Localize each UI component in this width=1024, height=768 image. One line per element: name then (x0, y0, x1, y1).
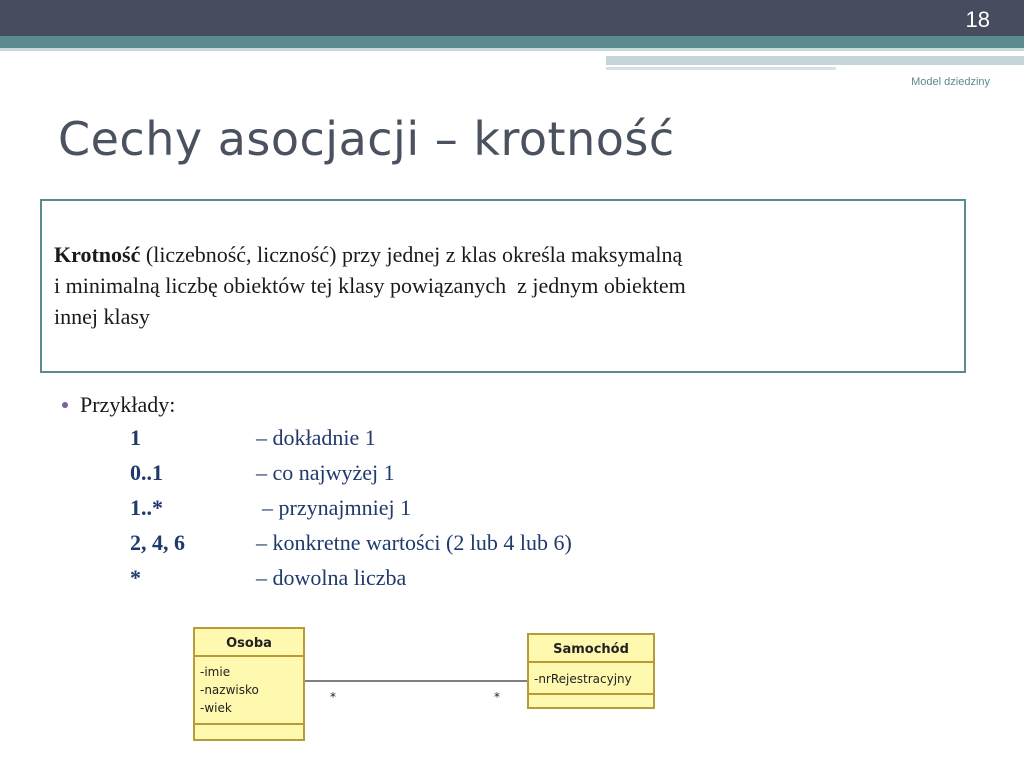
definition-box (40, 199, 966, 373)
definition-text-1: (liczebność, liczność) przy jednej z klas określa maksymalną (140, 242, 683, 267)
definition-line-1 (54, 239, 952, 270)
example-code: 1..* (130, 495, 163, 520)
top-bar (0, 0, 1024, 36)
bullet-examples (62, 392, 175, 418)
example-code: * (130, 565, 141, 590)
uml-class-diagram (190, 624, 670, 748)
class-samochod (528, 634, 654, 708)
bullet-label: Przykłady: (80, 392, 176, 417)
section-label: Model dziedziny (911, 76, 990, 88)
class-osoba-name: Osoba (226, 636, 272, 651)
definition-line-2: i minimalną liczbę obiektów tej klasy powiązanych z jednym obiektem (54, 273, 686, 298)
accent-band-right-thin (606, 67, 836, 70)
class-samochod-name: Samochód (553, 642, 629, 657)
example-description: – dokładnie 1 (256, 425, 376, 450)
example-row (130, 565, 830, 600)
example-description: – co najwyżej 1 (256, 460, 395, 485)
example-row (130, 495, 830, 530)
multiplicity-right: * (494, 690, 500, 704)
example-description: – przynajmniej 1 (262, 495, 412, 520)
class-osoba-attribute: -nazwisko (200, 683, 259, 697)
example-row (130, 425, 830, 460)
slide-title: Cechy asocjacji – krotność (58, 112, 675, 166)
accent-band-thin (0, 48, 1024, 51)
bullet-dot-icon (62, 402, 68, 408)
class-osoba-attribute: -wiek (200, 701, 232, 715)
definition-term: Krotność (54, 242, 141, 267)
accent-band (0, 36, 1024, 48)
multiplicity-left: * (330, 690, 336, 704)
example-row (130, 460, 830, 495)
example-code: 1 (130, 425, 141, 450)
examples-list (130, 425, 830, 600)
page-number: 18 (965, 7, 990, 32)
definition-line-3: innej klasy (54, 304, 150, 329)
example-code: 0..1 (130, 460, 163, 485)
accent-band-right (606, 56, 1024, 65)
example-description: – konkretne wartości (2 lub 4 lub 6) (256, 530, 572, 555)
example-description: – dowolna liczba (256, 565, 407, 590)
example-code: 2, 4, 6 (130, 530, 185, 555)
class-osoba (194, 628, 304, 740)
class-osoba-attribute: -imie (200, 665, 231, 679)
class-samochod-attribute: -nrRejestracyjny (534, 672, 632, 686)
example-row (130, 530, 830, 565)
